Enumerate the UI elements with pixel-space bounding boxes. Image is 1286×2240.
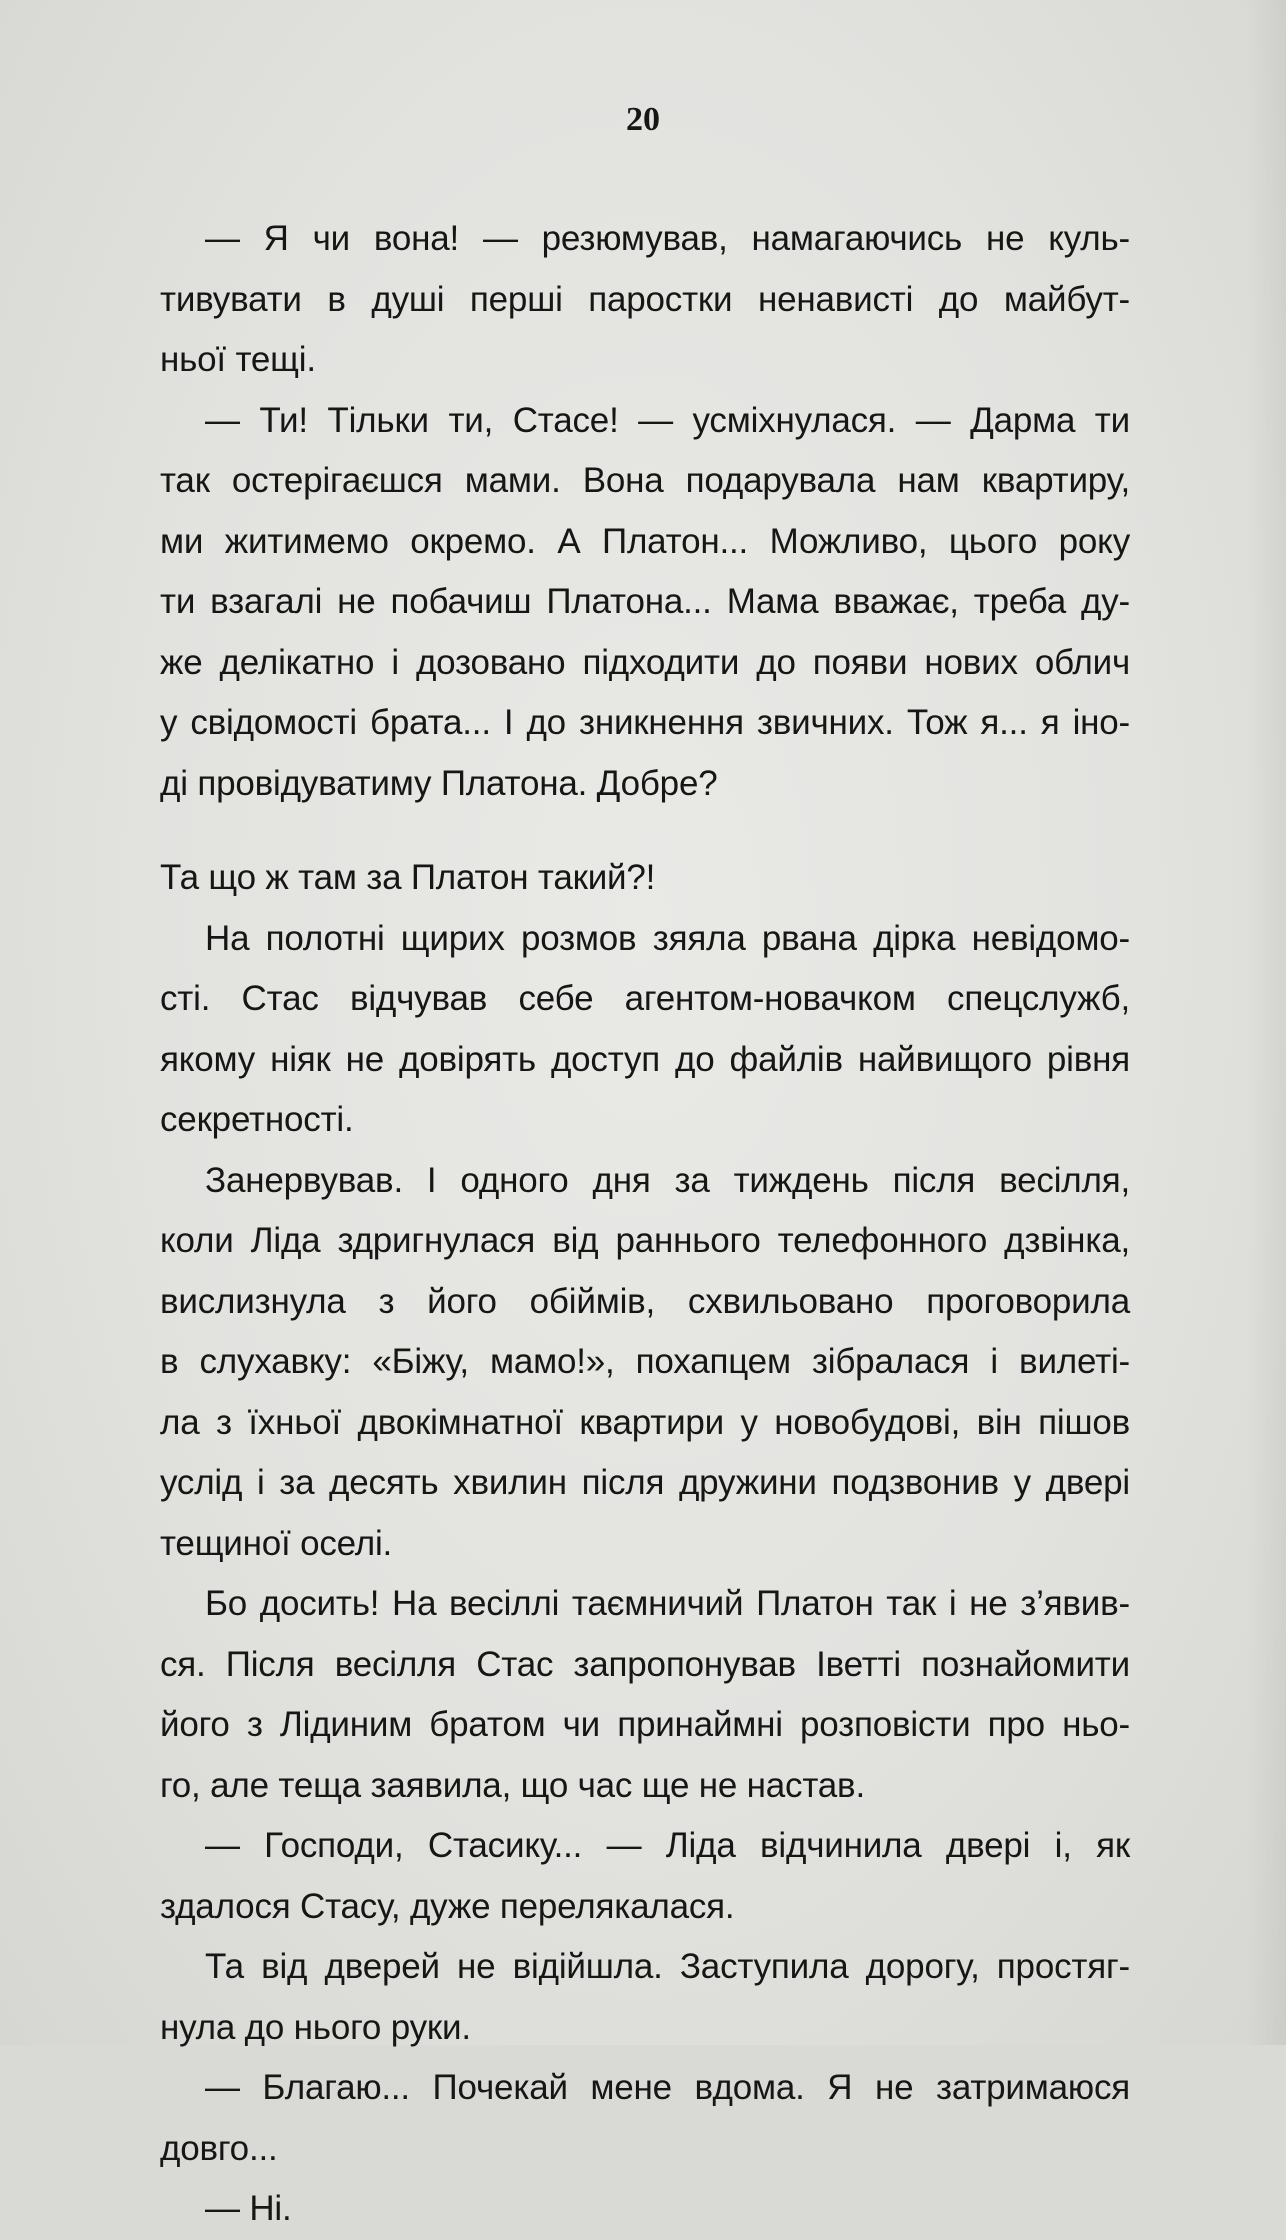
text-line: Та що ж там за Платон такий?! [160, 858, 656, 897]
text-line: услід і за десять хвилин після дружини подзвонив у двері [160, 1463, 1130, 1502]
text-line: довго... [160, 2128, 278, 2168]
text-line: — Благаю... Почекай мене вдома. Я не затримаюся [205, 2068, 1130, 2107]
text-line: го, але теща заявила, що час ще не настав. [160, 1765, 865, 1805]
section-break [160, 814, 1130, 848]
text-line: же делікатно і дозовано підходити до появи нових облич [160, 642, 1130, 682]
text-line: ла з їхньої двокімнатної квартири у новобудові, він пішов [160, 1402, 1130, 1442]
text-line: ми житимемо окремо. А Платон... Можливо, цього року [160, 521, 1130, 561]
text-line: його з Лідиним братом чи принаймні розповісти про ньо- [160, 1705, 1130, 1744]
page-number: 20 [626, 101, 660, 138]
text-line: тещиної оселі. [160, 1523, 393, 1563]
text-line: — Господи, Стасику... — Ліда відчинила двері і, як [205, 1826, 1130, 1865]
text-line: ді провідуватиму Платона. Добре? [160, 763, 718, 803]
text-line: — Ні. [205, 2189, 292, 2228]
text-line: — Ти! Тільки ти, Стасе! — усміхнулася. — Дарма ти [205, 400, 1130, 440]
text-line: так остерігаєшся мами. Вона подарувала нам квартиру, [160, 461, 1130, 500]
text-line: у свідомості брата... І до зникнення звичних. Тож я... я іно- [160, 703, 1130, 742]
text-line: — Я чи вона! — резюмував, намагаючись не куль- [205, 219, 1130, 258]
text-line: ся. Після весілля Стас запропонував Іветті познайомити [160, 1644, 1130, 1684]
text-line: ти взагалі не побачиш Платона... Мама вважає, треба ду- [160, 582, 1130, 621]
text-line: здалося Стасу, дуже перелякалася. [160, 1886, 735, 1926]
text-line: в слухавку: «Біжу, мамо!», похапцем зібралася і вилеті- [160, 1342, 1130, 1381]
text-line: вислизнула з його обіймів, схвильовано проговорила [160, 1281, 1130, 1321]
text-line: тивувати в душі перші паростки ненависті до майбут- [160, 279, 1130, 319]
text-line: коли Ліда здригнулася від раннього телефонного дзвінка, [160, 1221, 1130, 1260]
text-line: сті. Стас відчував себе агентом-новачком спецслужб, [160, 979, 1130, 1018]
text-line: Занервував. І одного дня за тиждень після весілля, [205, 1160, 1130, 1200]
text-line: якому ніяк не довірять доступ до файлів найвищого рівня [160, 1039, 1130, 1079]
body-text [160, 209, 1130, 2240]
text-line: На полотні щирих розмов зяяла рвана дірка невідомо- [205, 918, 1130, 958]
text-line: нула до нього руки. [160, 2007, 471, 2047]
text-line: ньої тещі. [160, 340, 316, 379]
text-line: Бо досить! На весіллі таємничий Платон так і не з’явив- [205, 1584, 1130, 1623]
text-line: секретності. [160, 1100, 354, 1139]
text-line: Та від дверей не відійшла. Заступила дорогу, простяг- [205, 1947, 1130, 1986]
